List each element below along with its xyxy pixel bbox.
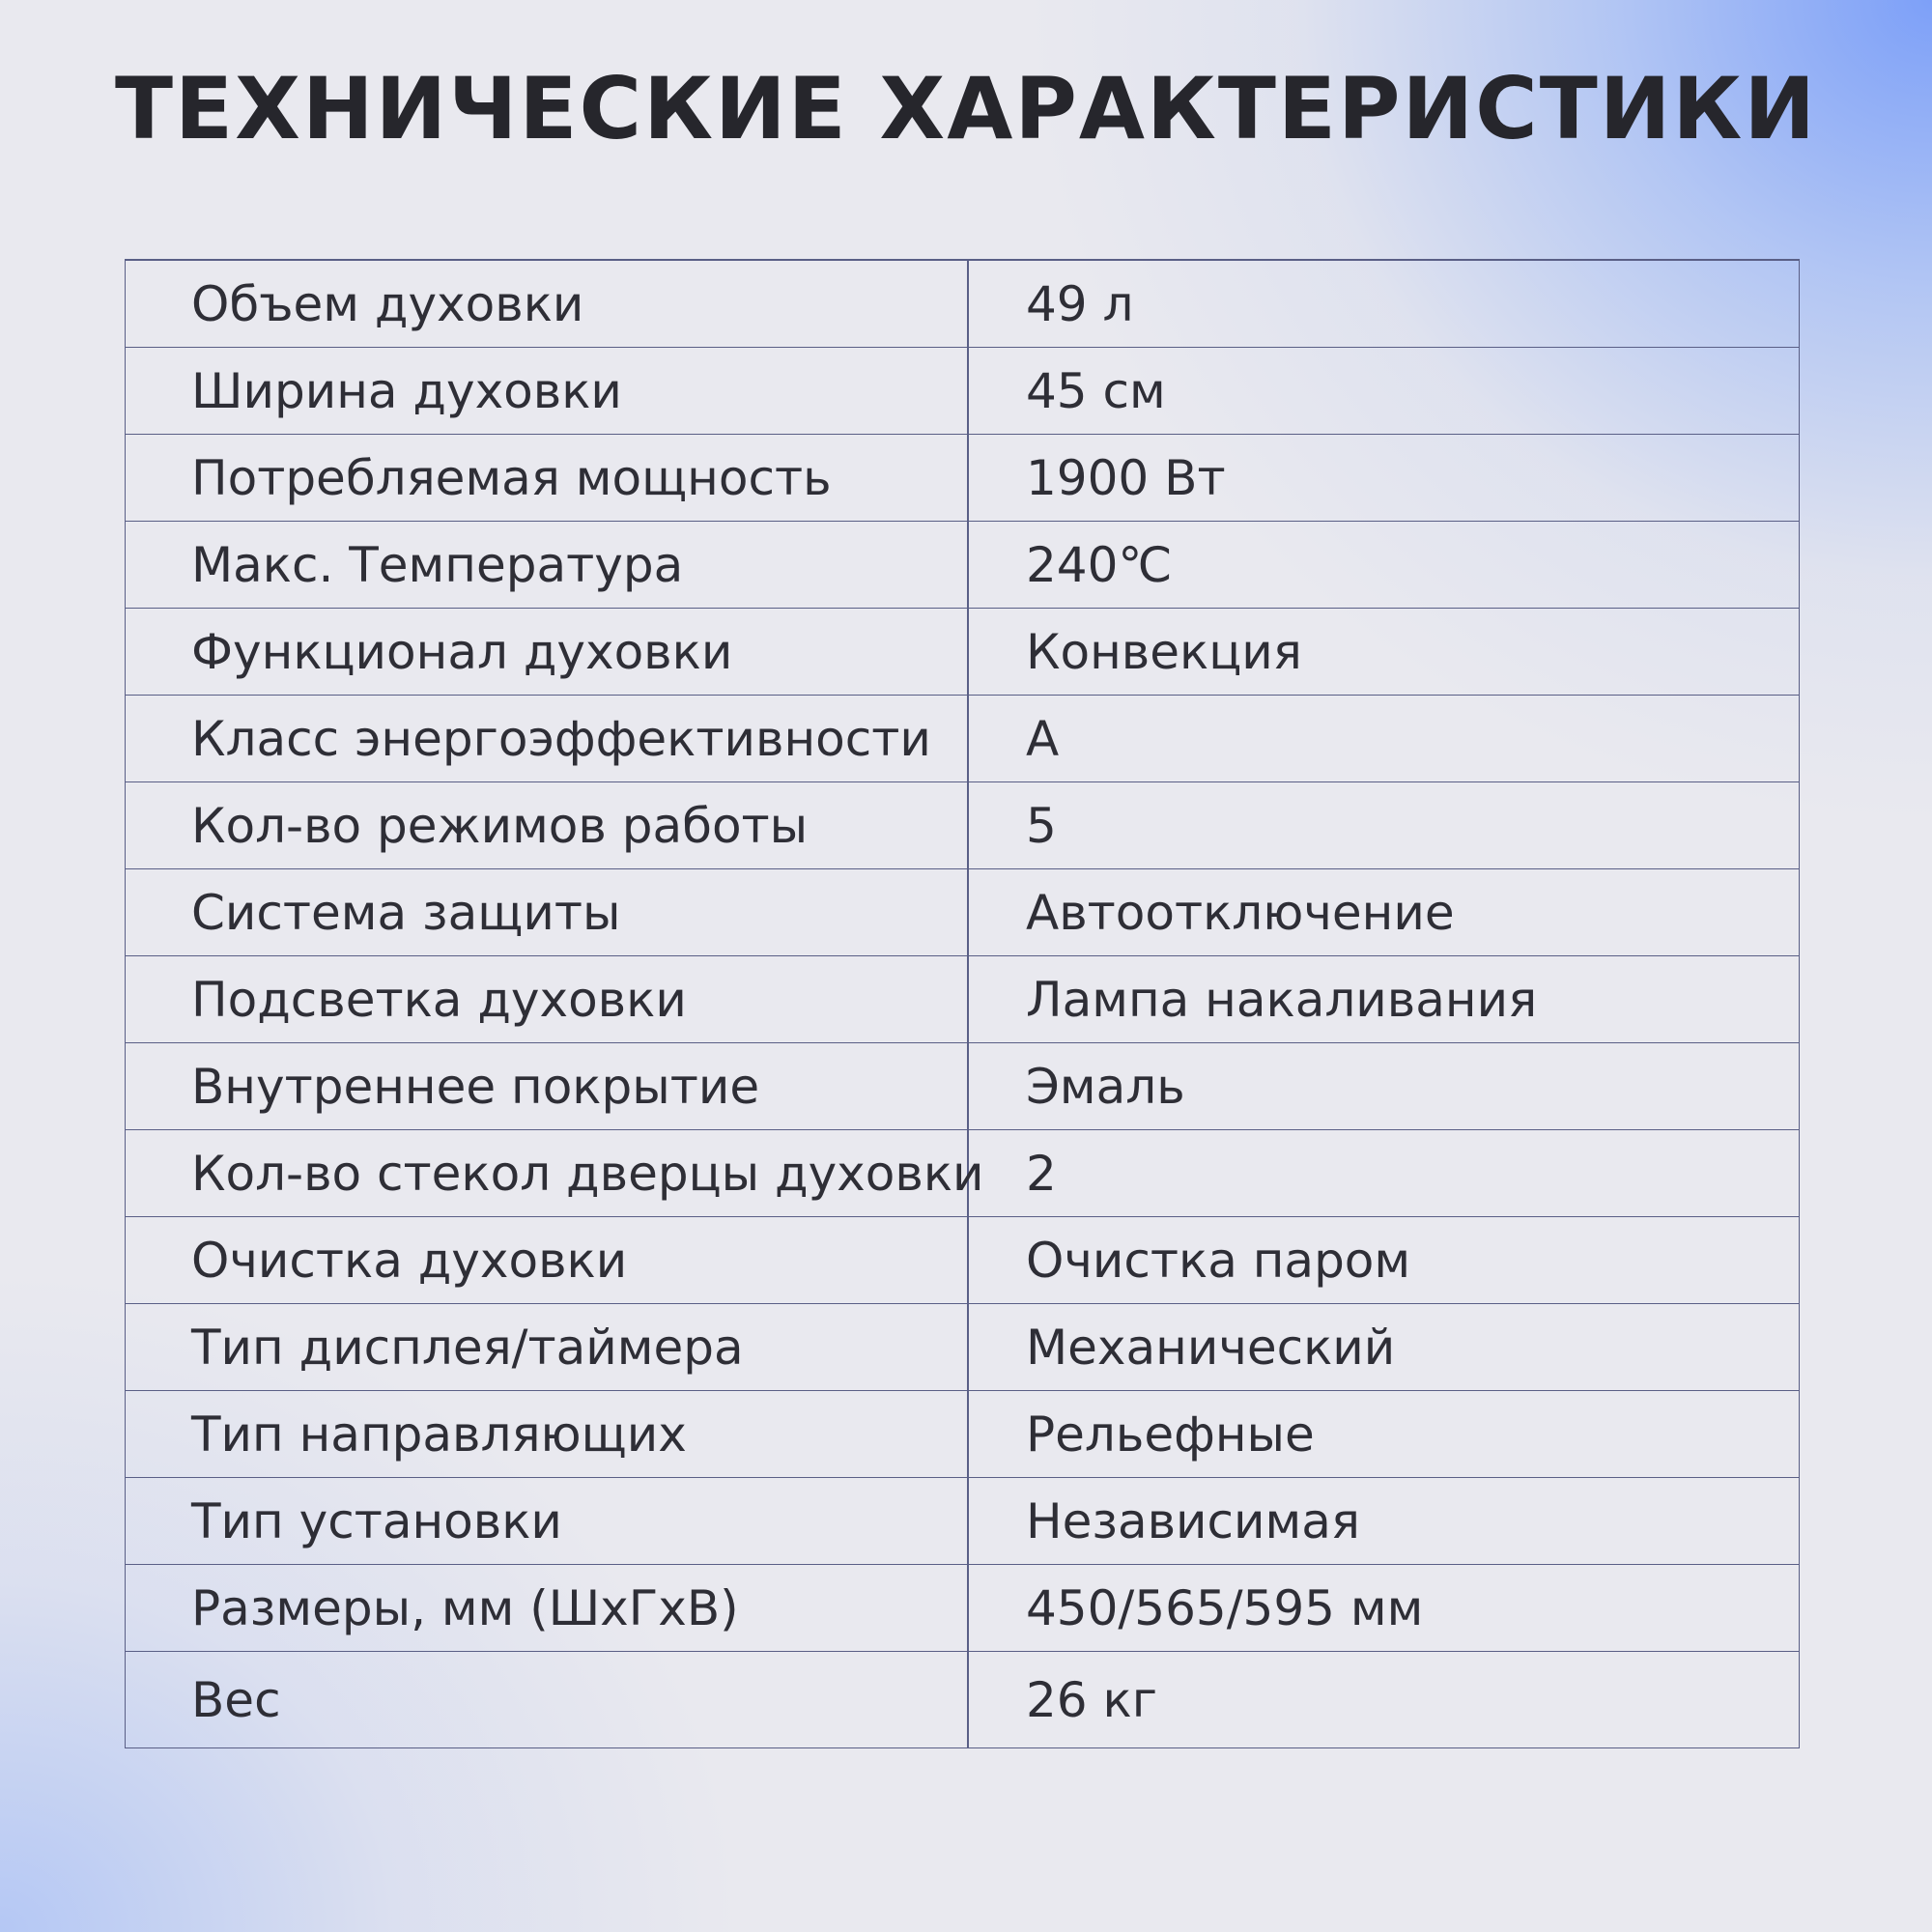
spec-label: Очистка духовки — [191, 1232, 628, 1289]
spec-label: Подсветка духовки — [191, 971, 687, 1028]
spec-value: Очистка паром — [1026, 1232, 1411, 1289]
spec-value: A — [1026, 710, 1060, 767]
spec-value: 1900 Вт — [1026, 449, 1226, 506]
spec-label: Внутреннее покрытие — [191, 1058, 760, 1115]
spec-label: Макс. Температура — [191, 536, 684, 593]
spec-label: Тип направляющих — [191, 1406, 687, 1463]
spec-label: Класс энергоэффективности — [191, 710, 931, 767]
spec-value: 240℃ — [1026, 536, 1173, 593]
spec-row — [126, 608, 1799, 695]
spec-row — [126, 868, 1799, 955]
spec-row — [126, 1651, 1799, 1747]
spec-row — [126, 260, 1799, 347]
spec-row — [126, 1129, 1799, 1216]
spec-row — [126, 347, 1799, 434]
spec-row — [126, 1477, 1799, 1564]
spec-label: Тип установки — [191, 1492, 562, 1549]
spec-label: Потребляемая мощность — [191, 449, 832, 506]
spec-value: Автоотключение — [1026, 884, 1455, 941]
spec-label: Ширина духовки — [191, 362, 622, 419]
spec-value: Конвекция — [1026, 623, 1302, 680]
spec-value: Независимая — [1026, 1492, 1360, 1549]
spec-value: Рельефные — [1026, 1406, 1315, 1463]
spec-row — [126, 1216, 1799, 1303]
spec-value: 450/565/595 мм — [1026, 1579, 1424, 1636]
spec-row — [126, 955, 1799, 1042]
spec-row — [126, 781, 1799, 868]
spec-row — [126, 434, 1799, 521]
spec-value: Эмаль — [1026, 1058, 1185, 1115]
spec-label: Функционал духовки — [191, 623, 733, 680]
spec-row — [126, 521, 1799, 608]
spec-value: 45 см — [1026, 362, 1166, 419]
spec-row — [126, 695, 1799, 781]
spec-label: Кол-во режимов работы — [191, 797, 809, 854]
spec-value: 5 — [1026, 797, 1057, 854]
spec-label: Вес — [191, 1671, 281, 1728]
spec-value: 2 — [1026, 1145, 1057, 1202]
spec-label: Кол-во стекол дверцы духовки — [191, 1145, 984, 1202]
spec-row — [126, 1303, 1799, 1390]
spec-label: Тип дисплея/таймера — [191, 1319, 744, 1376]
specs-table — [125, 259, 1800, 1748]
spec-value: Лампа накаливания — [1026, 971, 1538, 1028]
spec-label: Система защиты — [191, 884, 621, 941]
spec-value: 49 л — [1026, 275, 1134, 332]
spec-label: Объем духовки — [191, 275, 584, 332]
spec-label: Размеры, мм (ШхГхВ) — [191, 1579, 739, 1636]
spec-row — [126, 1042, 1799, 1129]
page-title: ТЕХНИЧЕСКИЕ ХАРАКТЕРИСТИКИ — [114, 59, 1818, 158]
spec-value: Механический — [1026, 1319, 1396, 1376]
spec-value: 26 кг — [1026, 1671, 1157, 1728]
spec-row — [126, 1564, 1799, 1651]
spec-row — [126, 1390, 1799, 1477]
